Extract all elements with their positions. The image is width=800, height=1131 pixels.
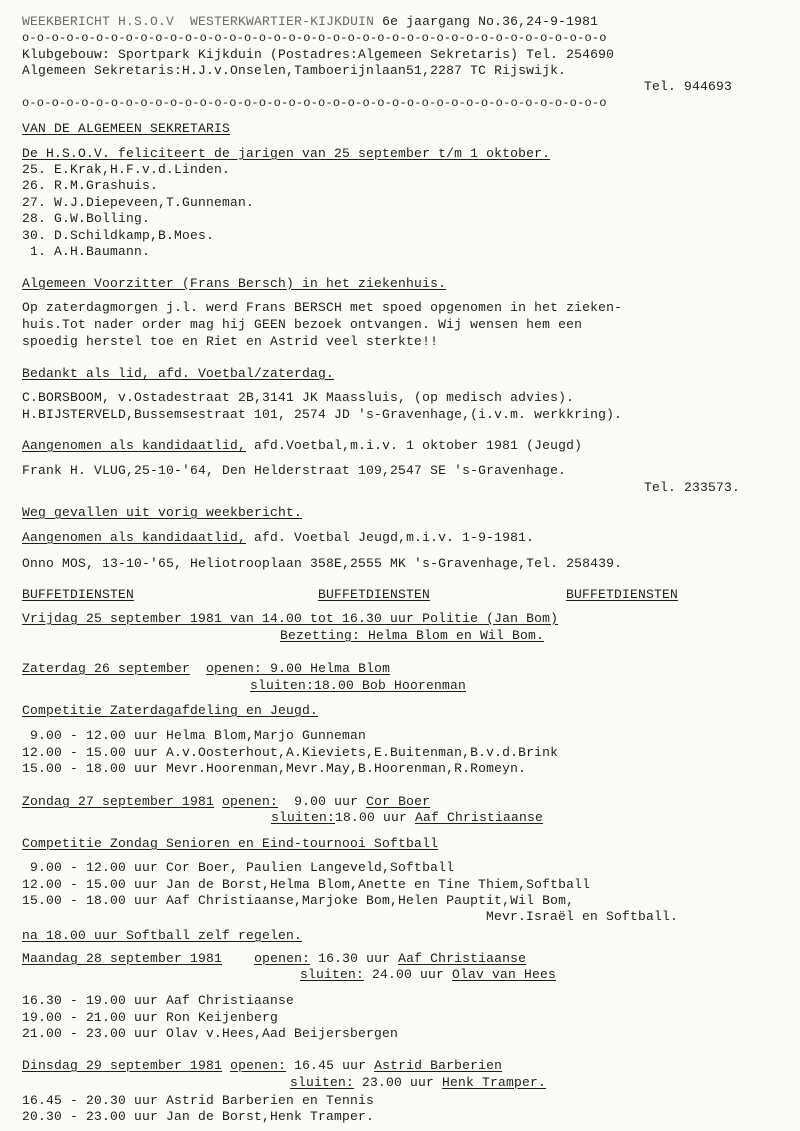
monday-open-label: openen: (254, 951, 311, 966)
list-item: 1. A.H.Baumann. (22, 244, 151, 259)
candidate2-heading: Aangenomen als kandidaatlid, (22, 530, 247, 545)
sunday-close-label: sluiten: (271, 810, 336, 825)
saturday-open-line (22, 661, 390, 676)
list-item: 28. G.W.Bolling. (22, 211, 151, 226)
tuesday-open-time: 16.45 uur (286, 1058, 375, 1073)
candidate1-heading: Aangenomen als kandidaatlid, (22, 438, 247, 453)
resigned-heading: Bedankt als lid, afd. Voetbal/zaterdag. (22, 366, 335, 381)
monday-close-name: Olav van Hees (452, 967, 557, 982)
tuesday-open-label: openen: (230, 1058, 287, 1073)
monday-close-time: 24.00 uur (364, 967, 453, 982)
separator-top: o-o-o-o-o-o-o-o-o-o-o-o-o-o-o-o-o-o-o-o-o-o-o-o-o-o-o-o-o-o-o-o-o-o-o-o-o-o-o-o (22, 31, 607, 45)
sunday-open-name: Cor Boer (366, 794, 431, 809)
buffet-label-center: BUFFETDIENSTEN (318, 587, 431, 602)
secretary-telephone: Tel. 944693 (644, 79, 733, 94)
sunday-open-label: openen: (222, 794, 279, 809)
monday-open-line (22, 951, 526, 966)
club-address: Klubgebouw: Sportpark Kijkduin (Postadres:Algemeen Sekretaris) Tel. 254690 (22, 47, 615, 62)
candidate1-line (22, 438, 582, 453)
monday-open-name: Aaf Christiaanse (398, 951, 527, 966)
secretary-address: Algemeen Sekretaris:H.J.v.Onselen,Tamboerijnlaan51,2287 TC Rijswijk. (22, 63, 567, 78)
masthead-faded-org: WESTERKWARTIER-KIJKDUIN (190, 14, 375, 29)
buffet-label-right: BUFFETDIENSTEN (566, 587, 679, 602)
candidate2-line (22, 530, 534, 545)
friday-staff: Bezetting: Helma Blom en Wil Bom. (280, 628, 545, 643)
monday-close-label: sluiten: (300, 967, 365, 982)
tuesday-shift: 20.30 - 23.00 uur Jan de Borst,Henk Tramper. (22, 1109, 375, 1124)
candidate1-member: Frank H. VLUG,25-10-'64, Den Helderstraat 109,2547 SE 's-Gravenhage. (22, 463, 567, 478)
candidate2-member: Onno MOS, 13-10-'65, Heliotrooplaan 358E,2555 MK 's-Gravenhage,Tel. 258439. (22, 556, 623, 571)
sunday-shift-continued: Mevr.Israël en Softball. (486, 909, 679, 924)
sunday-close-line (271, 810, 543, 825)
tuesday-close-name: Henk Tramper. (442, 1075, 547, 1090)
separator-bottom: o-o-o-o-o-o-o-o-o-o-o-o-o-o-o-o-o-o-o-o-o-o-o-o-o-o-o-o-o-o-o-o-o-o-o-o-o-o-o-o (22, 96, 607, 110)
chairman-text-line: huis.Tot nader order mag hij GEEN bezoek ontvangen. Wij wensen hem een (22, 317, 583, 332)
secretary-heading: VAN DE ALGEMEEN SEKRETARIS (22, 121, 231, 136)
resigned-member: H.BIJSTERVELD,Bussemsestraat 101, 2574 JD 's-Gravenhage,(i.v.m. werkkring). (22, 407, 623, 422)
chairman-text-line: Op zaterdagmorgen j.l. werd Frans BERSCH met spoed opgenomen in het zieken- (22, 300, 623, 315)
candidate2-details: afd. Voetbal Jeugd,m.i.v. 1-9-1981. (246, 530, 535, 545)
masthead-faded-title: WEEKBERICHT H.S.O.V (22, 14, 175, 29)
monday-open-time: 16.30 uur (310, 951, 399, 966)
saturday-close-label: sluiten: (250, 678, 315, 693)
sunday-open-line (22, 794, 430, 809)
sunday-shift: 15.00 - 18.00 uur Aaf Christiaanse,Marjoke Bom,Helen Pauptit,Wil Bom, (22, 893, 575, 908)
sunday-shift: 12.00 - 15.00 uur Jan de Borst,Helma Blom,Anette en Tine Thiem,Softball (22, 877, 591, 892)
monday-close-line (300, 967, 556, 982)
tuesday-open-line (22, 1058, 502, 1073)
sunday-close-time: 18.00 uur (335, 810, 416, 825)
candidate1-details: afd.Voetbal,m.i.v. 1 oktober 1981 (Jeugd) (246, 438, 583, 453)
list-item: 27. W.J.Diepeveen,T.Gunneman. (22, 195, 255, 210)
list-item: 25. E.Krak,H.F.v.d.Linden. (22, 162, 231, 177)
monday-shift: 21.00 - 23.00 uur Olav v.Hees,Aad Beijersbergen (22, 1026, 399, 1041)
list-item: 30. D.Schildkamp,B.Moes. (22, 228, 215, 243)
chairman-text-line: spoedig herstel toe en Riet en Astrid veel sterkte!! (22, 334, 439, 349)
tuesday-close-label: sluiten: (290, 1075, 355, 1090)
resigned-member: C.BORSBOOM, v.Ostadestraat 2B,3141 JK Maassluis, (op medisch advies). (22, 390, 575, 405)
monday-shift: 19.00 - 21.00 uur Ron Keijenberg (22, 1010, 279, 1025)
sunday-comp-heading: Competitie Zondag Senioren en Eind-tournooi Softball (22, 836, 439, 851)
saturday-comp-heading: Competitie Zaterdagafdeling en Jeugd. (22, 703, 319, 718)
sunday-shift: 9.00 - 12.00 uur Cor Boer, Paulien Langeveld,Softball (22, 860, 455, 875)
tuesday-close-time: 23.00 uur (354, 1075, 443, 1090)
masthead-title (22, 14, 598, 29)
sunday-open-time: 9.00 uur (278, 794, 367, 809)
masthead-issue: 6e jaargang No.36,24-9-1981 (382, 14, 599, 29)
saturday-close-line (250, 678, 466, 693)
candidate1-telephone: Tel. 233573. (644, 480, 741, 495)
monday-heading: Maandag 28 september 1981 (22, 951, 223, 966)
friday-heading: Vrijdag 25 september 1981 van 14.00 tot 16.30 uur Politie (Jan Bom) (22, 611, 559, 626)
tuesday-close-line (290, 1075, 546, 1090)
saturday-open: 9.00 Helma Blom (262, 661, 391, 676)
tuesday-heading: Dinsdag 29 september 1981 (22, 1058, 223, 1073)
sunday-close-name: Aaf Christiaanse (415, 810, 544, 825)
saturday-open-label: openen: (206, 661, 263, 676)
saturday-shift: 15.00 - 18.00 uur Mevr.Hoorenman,Mevr.May,B.Hoorenman,R.Romeyn. (22, 761, 527, 776)
saturday-heading: Zaterdag 26 september (22, 661, 191, 676)
saturday-close: 18.00 Bob Hoorenman (314, 678, 467, 693)
monday-shift: 16.30 - 19.00 uur Aaf Christiaanse (22, 993, 295, 1008)
tuesday-shift: 16.45 - 20.30 uur Astrid Barberien en Tennis (22, 1093, 375, 1108)
saturday-shift: 9.00 - 12.00 uur Helma Blom,Marjo Gunneman (22, 728, 367, 743)
tuesday-open-name: Astrid Barberien (374, 1058, 503, 1073)
chairman-heading: Algemeen Voorzitter (Frans Bersch) in het ziekenhuis. (22, 276, 447, 291)
birthdays-heading: De H.S.O.V. feliciteert de jarigen van 25 september t/m 1 oktober. (22, 146, 551, 161)
saturday-shift: 12.00 - 15.00 uur A.v.Oosterhout,A.Kieviets,E.Buitenman,B.v.d.Brink (22, 745, 559, 760)
sunday-heading: Zondag 27 september 1981 (22, 794, 215, 809)
sunday-note: na 18.00 uur Softball zelf regelen. (22, 928, 303, 943)
list-item: 26. R.M.Grashuis. (22, 178, 159, 193)
omitted-heading: Weg gevallen uit vorig weekbericht. (22, 505, 303, 520)
buffet-label-left: BUFFETDIENSTEN (22, 587, 135, 602)
